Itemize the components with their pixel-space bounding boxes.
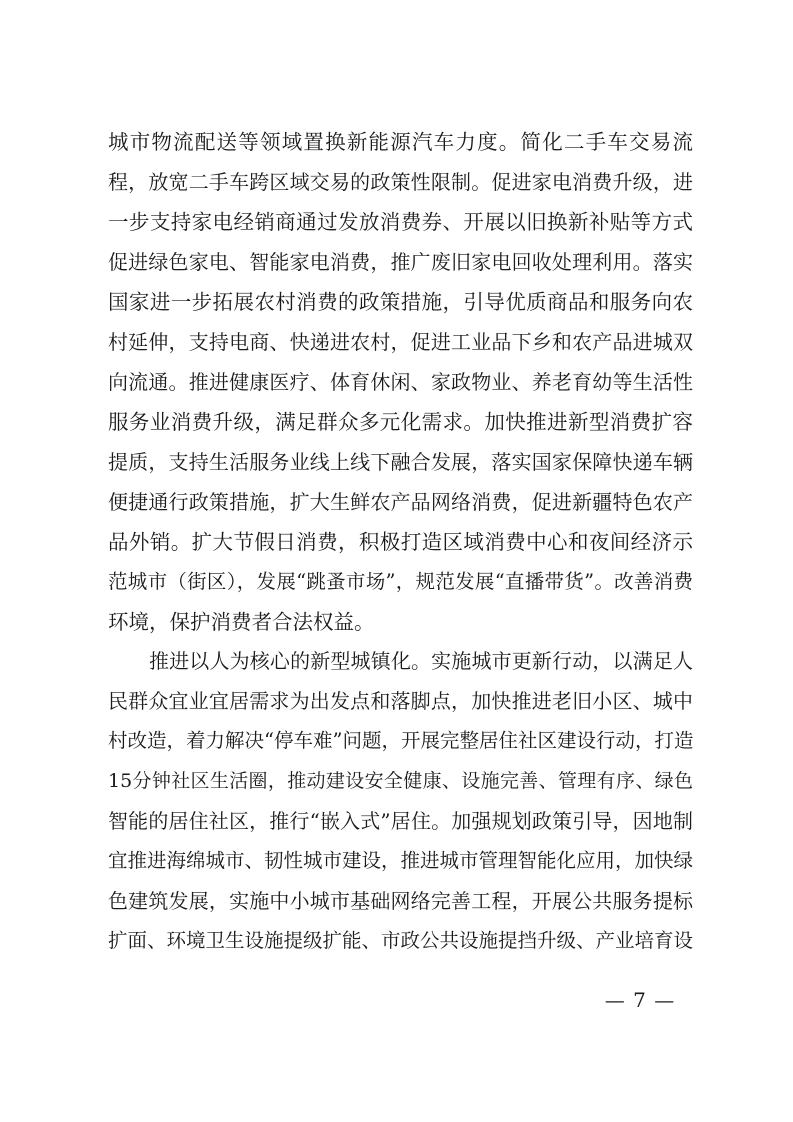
text-line: 国家进一步拓展农村消费的政策措施，引导优质商品和服务向农 (108, 290, 693, 314)
text-line: 促进绿色家电、智能家电消费，推广废旧家电回收处理利用。落实 (108, 250, 693, 274)
text-line: 程，放宽二手车跨区域交易的政策性限制。促进家电消费升级，进 (108, 170, 693, 194)
text-line: 扩面、环境卫生设施提级扩能、市政公共设施提挡升级、产业培育设 (108, 929, 693, 952)
text-line: 一步支持家电经销商通过发放消费券、开展以旧换新补贴等方式 (108, 210, 693, 234)
text-line: 范城市（街区），发展“跳蚤市场”，规范发展“直播带货”。改善消费 (108, 570, 693, 593)
text-line: 村改造，着力解决“停车难”问题，开展完整居住社区建设行动，打造 (108, 729, 693, 752)
text-line: 提质，支持生活服务业线上线下融合发展，落实国家保障快递车辆 (108, 450, 693, 474)
text-line: 推进以人为核心的新型城镇化。实施城市更新行动，以满足人 (149, 649, 693, 673)
page-number: — 7 — (604, 988, 676, 1012)
text-line: 宜推进海绵城市、韧性城市建设，推进城市管理智能化应用，加快绿 (108, 849, 693, 872)
text-line: 便捷通行政策措施，扩大生鲜农产品网络消费，促进新疆特色农产 (108, 490, 693, 514)
text-line: 智能的居住社区，推行“嵌入式”居住。加强规划政策引导，因地制 (108, 809, 693, 833)
text-line: 色建筑发展，实施中小城市基础网络完善工程，开展公共服务提标 (108, 889, 693, 913)
text-line: 城市物流配送等领域置换新能源汽车力度。简化二手车交易流 (108, 130, 693, 154)
text-line: 向流通。推进健康医疗、体育休闲、家政物业、养老育幼等生活性 (108, 370, 693, 394)
text-line: 品外销。扩大节假日消费，积极打造区域消费中心和夜间经济示 (108, 530, 693, 554)
paragraph-urbanization (108, 641, 693, 961)
text-line: 服务业消费升级，满足群众多元化需求。加快推进新型消费扩容 (108, 410, 693, 434)
paragraph-consumption (108, 122, 693, 642)
text-line: 环境，保护消费者合法权益。 (108, 610, 375, 634)
text-line: 15分钟社区生活圈，推动建设安全健康、设施完善、管理有序、绿色 (108, 770, 693, 792)
text-line: 民群众宜业宜居需求为出发点和落脚点，加快推进老旧小区、城中 (108, 689, 693, 713)
text-line: 村延伸，支持电商、快递进农村，促进工业品下乡和农产品进城双 (108, 330, 693, 354)
